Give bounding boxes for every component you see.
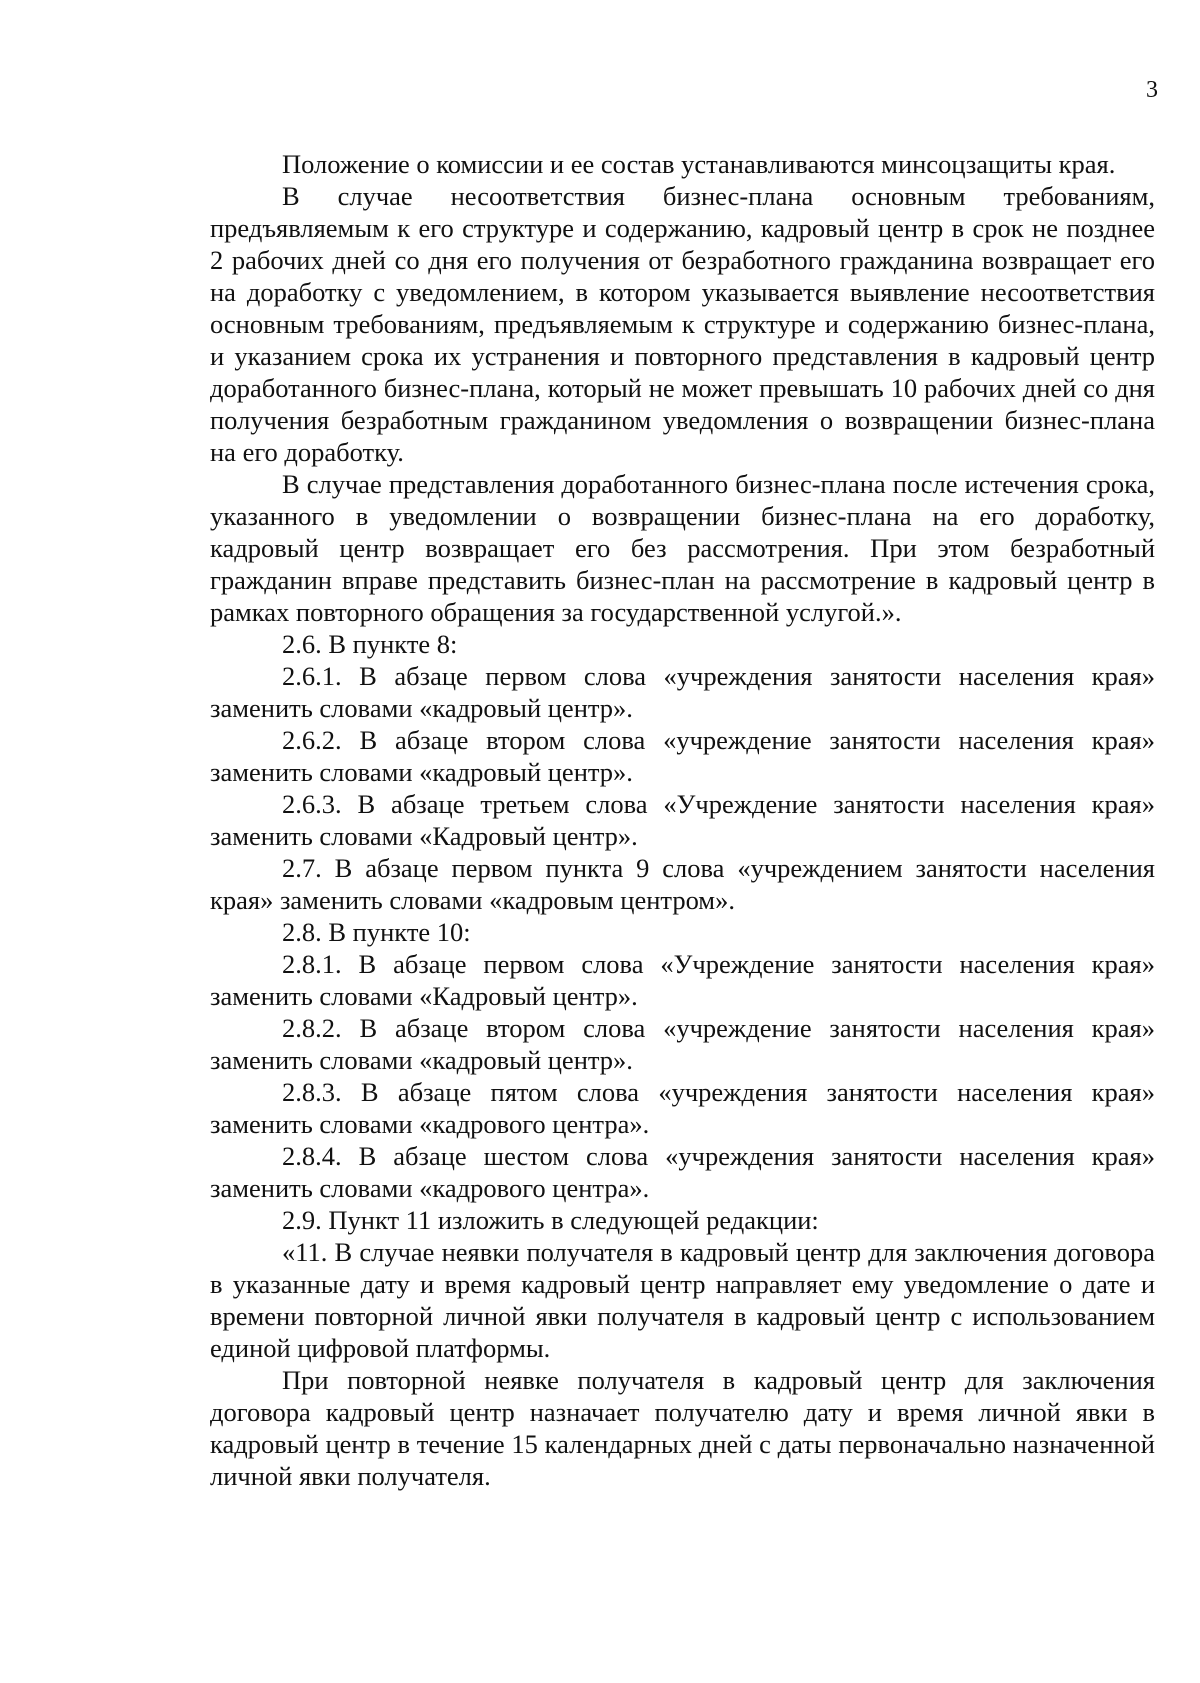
paragraph-commission-provision: Положение о комиссии и ее состав устанавливаются минсоцзащиты края. [282,149,1116,179]
paragraph-item-2-6-2: 2.6.2. В абзаце втором слова «учреждение занятости населения края» заменить словами «кадровый центр». [210,725,1155,787]
paragraph-item-2-8-1: 2.8.1. В абзаце первом слова «Учреждение занятости населения края» заменить словами «Кадровый центр». [210,949,1155,1011]
paragraph-item-2-8-3: 2.8.3. В абзаце пятом слова «учреждения занятости населения края» заменить словами «кадрового центра». [210,1077,1155,1139]
paragraph-item-2-6-3: 2.6.3. В абзаце третьем слова «Учреждение занятости населения края» заменить словами «Кадровый центр». [210,789,1155,851]
paragraph-item-2-9: 2.9. Пункт 11 изложить в следующей редакции: [282,1205,819,1235]
paragraph-revised-plan-late: В случае представления доработанного бизнес-плана после истечения срока, указанного в уведомлении о возвращении бизнес-плана на его доработку, кадровый центр возвращает его без рассмотрения. При этом безработный гражданин вправе представить бизнес-план на рассмотрение в кадровый центр в рамках повторного обращения за государственной услугой.». [210,469,1155,627]
paragraph-item-2-8-4: 2.8.4. В абзаце шестом слова «учреждения занятости населения края» заменить словами «кадрового центра». [210,1141,1155,1203]
page-number: 3 [1146,77,1158,103]
paragraph-item-2-7: 2.7. В абзаце первом пункта 9 слова «учреждением занятости населения края» заменить словами «кадровым центром». [210,853,1155,915]
paragraph-item-2-6-1: 2.6.1. В абзаце первом слова «учреждения занятости населения края» заменить словами «кадровый центр». [210,661,1155,723]
paragraph-item-2-8: 2.8. В пункте 10: [282,917,471,947]
paragraph-point-11-text: «11. В случае неявки получателя в кадровый центр для заключения договора в указанные дату и время кадровый центр направляет ему уведомление о дате и времени повторной личной явки получателя в кадровый центр с использованием единой цифровой платформы. [210,1237,1155,1363]
paragraph-item-2-8-2: 2.8.2. В абзаце втором слова «учреждение занятости населения края» заменить словами «кадровый центр». [210,1013,1155,1075]
document-body [210,148,1155,1492]
paragraph-repeated-no-show: При повторной неявке получателя в кадровый центр для заключения договора кадровый центр назначает получателю дату и время личной явки в кадровый центр в течение 15 календарных дней с даты первоначально назначенной личной явки получателя. [210,1365,1155,1491]
paragraph-business-plan-noncompliance: В случае несоответствия бизнес-плана основным требованиям, предъявляемым к его структуре и содержанию, кадровый центр в срок не позднее 2 рабочих дней со дня его получения от безработного гражданина возвращает его на доработку с уведомлением, в котором указывается выявление несоответствия основным требованиям, предъявляемым к структуре и содержанию бизнес-плана, и указанием срока их устранения и повторного представления в кадровый центр доработанного бизнес-плана, который не может превышать 10 рабочих дней со дня получения безработным гражданином уведомления о возвращении бизнес-плана на его доработку. [210,181,1155,467]
paragraph-item-2-6: 2.6. В пункте 8: [282,629,458,659]
